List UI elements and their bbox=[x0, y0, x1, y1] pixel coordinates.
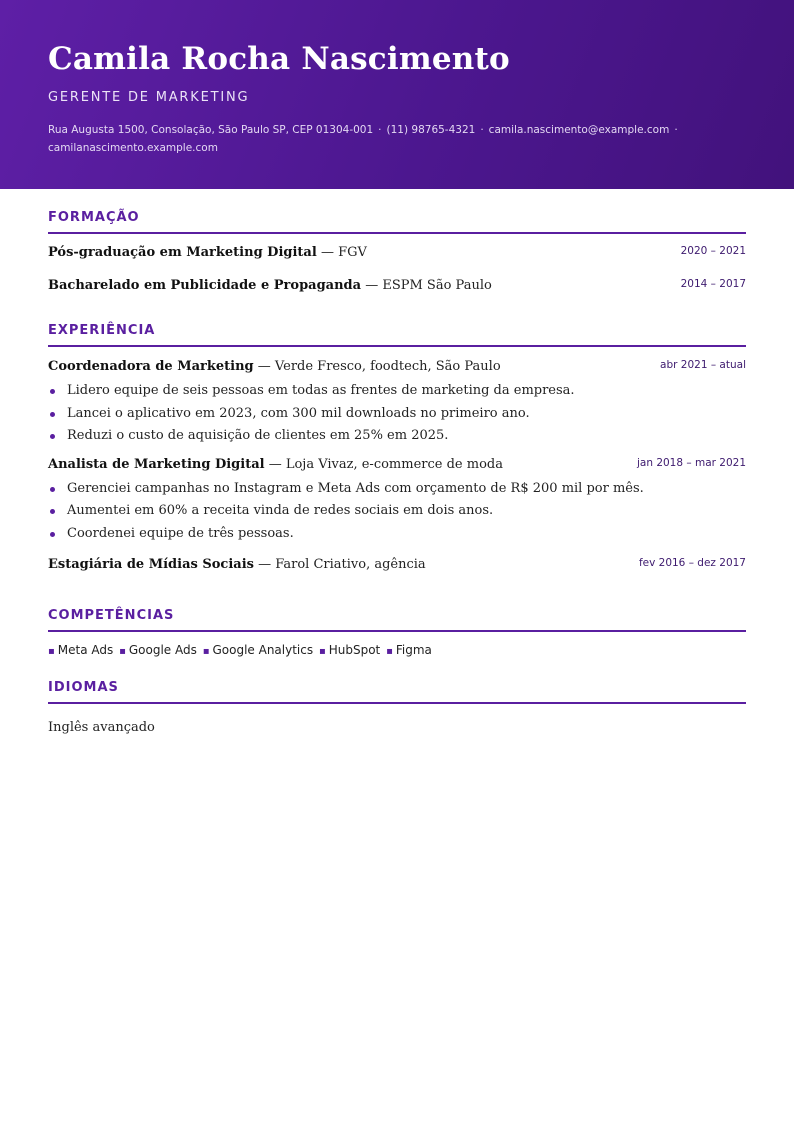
contact-info bbox=[48, 121, 728, 157]
languages-section bbox=[48, 680, 746, 735]
job-role: Estagiária de Mídias Sociais bbox=[48, 557, 254, 572]
job-dates: fev 2016 – dez 2017 bbox=[638, 557, 746, 569]
contact-separator: · bbox=[378, 124, 382, 136]
achievement-item: Coordenei equipe de três pessoas. bbox=[48, 523, 746, 546]
section-title-education: FORMAÇÃO bbox=[48, 210, 746, 234]
achievement-item: Reduzi o custo de aquisição de clientes em 25% em 2025. bbox=[48, 425, 746, 448]
degree-name: Pós-graduação em Marketing Digital bbox=[48, 245, 317, 260]
resume-body bbox=[0, 210, 794, 735]
section-title-languages: IDIOMAS bbox=[48, 680, 746, 704]
job-title: GERENTE DE MARKETING bbox=[48, 90, 250, 105]
job-company: — Loja Vivaz, e-commerce de moda bbox=[268, 456, 503, 472]
section-title-skills: COMPETÊNCIAS bbox=[48, 608, 746, 632]
institution-name: — FGV bbox=[320, 245, 367, 260]
skill-item: Google Analytics bbox=[212, 643, 314, 657]
square-bullet-icon: ▪ bbox=[48, 646, 55, 657]
contact-separator: · bbox=[480, 124, 484, 136]
contact-email[interactable]: camila.nascimento@example.com bbox=[488, 124, 670, 136]
skill-item: HubSpot bbox=[328, 643, 381, 657]
job-dates: abr 2021 – atual bbox=[660, 359, 746, 371]
contact-address: Rua Augusta 1500, Consolação, São Paulo SP, CEP 01304-001 bbox=[48, 124, 374, 136]
contact-phone: (11) 98765-4321 bbox=[386, 124, 476, 136]
achievement-item: Lidero equipe de seis pessoas em todas as frentes de marketing da empresa. bbox=[48, 380, 746, 403]
job-achievements bbox=[48, 478, 746, 546]
job-entry bbox=[48, 456, 746, 474]
job-role: Coordenadora de Marketing bbox=[48, 359, 254, 374]
skill-item: Google Ads bbox=[128, 643, 197, 657]
square-bullet-icon: ▪ bbox=[119, 646, 126, 657]
section-title-experience: EXPERIÊNCIA bbox=[48, 323, 746, 347]
skill-item: Figma bbox=[395, 643, 432, 657]
achievement-item: Gerenciei campanhas no Instagram e Meta Ads com orçamento de R$ 200 mil por mês. bbox=[48, 478, 746, 501]
square-bullet-icon: ▪ bbox=[202, 646, 210, 657]
skills-list bbox=[48, 643, 746, 657]
job-entry bbox=[48, 358, 746, 376]
job-company: — Farol Criativo, agência bbox=[258, 557, 426, 572]
job-dates: jan 2018 – mar 2021 bbox=[636, 456, 746, 469]
job-entry bbox=[48, 556, 746, 574]
contact-separator: · bbox=[674, 124, 678, 136]
square-bullet-icon: ▪ bbox=[318, 646, 326, 657]
achievement-item: Aumentei em 60% a receita vinda de redes sociais em dois anos. bbox=[48, 500, 746, 523]
job-company: — Verde Fresco, foodtech, São Paulo bbox=[257, 359, 501, 374]
candidate-name: Camila Rocha Nascimento bbox=[48, 41, 510, 77]
achievement-item: Lancei o aplicativo em 2023, com 300 mil downloads no primeiro ano. bbox=[48, 403, 746, 426]
contact-website[interactable]: camilanascimento.example.com bbox=[48, 142, 218, 154]
education-dates: 2014 – 2017 bbox=[680, 278, 746, 290]
job-role: Analista de Marketing Digital bbox=[48, 456, 265, 472]
institution-name: — ESPM São Paulo bbox=[365, 278, 492, 293]
education-entry bbox=[48, 244, 746, 262]
degree-name: Bacharelado em Publicidade e Propaganda bbox=[48, 278, 362, 293]
education-section bbox=[48, 210, 746, 295]
resume-header bbox=[0, 0, 794, 189]
education-entry bbox=[48, 277, 746, 295]
square-bullet-icon: ▪ bbox=[386, 646, 393, 657]
experience-section bbox=[48, 323, 746, 574]
language-item: Inglês avançado bbox=[48, 720, 155, 735]
job-achievements bbox=[48, 380, 746, 448]
skill-item: Meta Ads bbox=[57, 643, 114, 657]
education-dates: 2020 – 2021 bbox=[680, 245, 746, 257]
skills-section bbox=[48, 608, 746, 657]
